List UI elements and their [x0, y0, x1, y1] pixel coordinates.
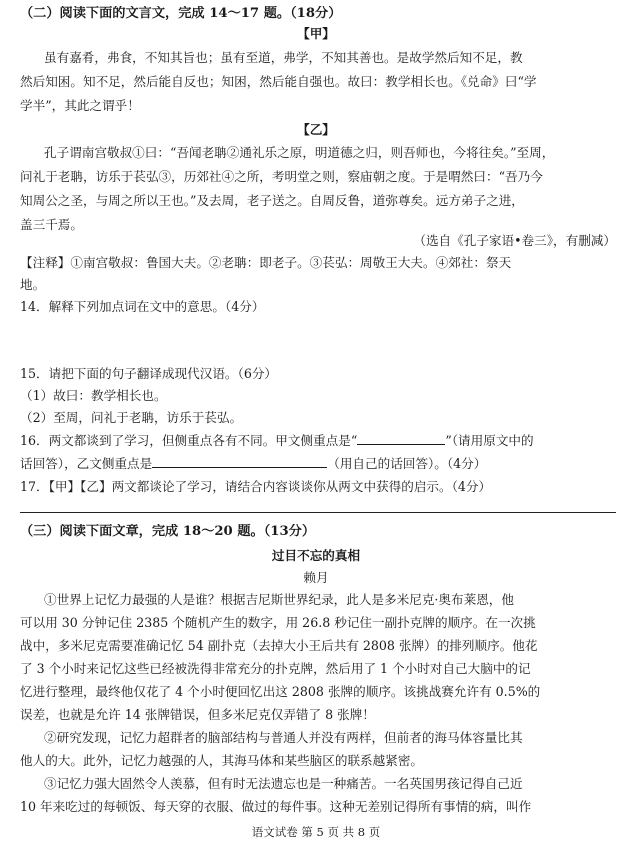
question-15-item: （2）至周，问礼于老聃，访乐于苌弘。: [20, 410, 243, 425]
passage-yi-line: 孔子谓南宫敬叔①曰：“吾闻老聃②通礼乐之原，明道德之归，则吾师也，今将往矣。”至周，: [44, 145, 555, 160]
q16-text: 16．两文都谈到了学习，但侧重点各有不同。甲文侧重点是“: [20, 433, 358, 448]
q16-text: （用自己的话回答）。（4分）: [327, 456, 487, 471]
section-heading-modern: （三）阅读下面文章，完成 18～20 题。（13分）: [20, 524, 316, 539]
passage-yi-line: 问礼于老聃，访乐于苌弘③，历郊社④之所，考明堂之则，察庙朝之度。于是喟然曰：“吾乃今: [20, 169, 543, 184]
page-footer: 语文试卷 第 5 页 共 8 页: [251, 825, 381, 839]
question-16-line: [20, 455, 616, 472]
notes-line: 【注释】①南宫敬叔：鲁国大夫。②老聃：即老子。③苌弘：周敬王大夫。④郊社：祭天: [20, 255, 512, 270]
article-line: 他人的大。此外，记忆力越强的人，其海马体和某些脑区的联系越紧密。: [20, 753, 423, 768]
passage-jia-line: 然后知困。知不足，然后能自反也；知困，然后能自强也。故曰：教学相长也。《兑命》曰“学: [20, 74, 537, 89]
q16-text: 话回答），乙文侧重点是: [20, 456, 153, 471]
passage-yi-line: 知周公之圣，与周之所以王也。”及去周，老子送之。自周反鲁，道弥尊矣。远方弟子之进，: [20, 193, 524, 208]
question-17: 17．【甲】【乙】两文都谈论了学习，请结合内容谈谈你从两文中获得的启示。（4分）: [20, 479, 492, 494]
answer-blank[interactable]: [152, 455, 327, 468]
article-author: 赖月: [303, 570, 329, 585]
section-heading-classical: （二）阅读下面的文言文，完成 14～17 题。（18分）: [20, 6, 342, 21]
passage-yi-line: 盖三千焉。: [20, 217, 83, 232]
passage-jia-line: 虽有嘉肴，弗食，不知其旨也；虽有至道，弗学，不知其善也。是故学然后知不足，教: [44, 50, 523, 65]
notes-line: 地。: [20, 277, 46, 292]
question-15-item: （1）故曰：教学相长也。: [20, 388, 167, 403]
article-line: 误差，也就是允许 14 张牌错误，但多米尼克仅弄错了 8 张牌！: [20, 707, 375, 722]
passage-jia-line: 学半”，其此之谓乎！: [20, 98, 140, 113]
question-16-line: [20, 432, 616, 449]
answer-blank[interactable]: [357, 432, 445, 445]
article-line: ②研究发现，记忆力超群者的脑部结构与普通人并没有两样，但前者的海马体容量比其: [44, 730, 523, 745]
article-line: 了 3 个小时来记忆这些已经被洗得非常充分的扑克牌，然后用了 1 个小时对自己大脑中的记: [20, 661, 531, 676]
question-14-stem: 14．解释下列加点词在文中的意思。（4分）: [20, 299, 265, 314]
question-15-stem: 15．请把下面的句子翻译成现代汉语。（6分）: [20, 366, 278, 381]
article-line: 忆进行整理，最终他仅花了 4 个小时便回忆出这 2808 张牌的顺序。该挑战赛允许有 0.5%的: [20, 684, 541, 699]
passage-jia-title: 【甲】: [297, 26, 335, 41]
article-line: 10 年来吃过的每顿饭、每天穿的衣服、做过的每件事。这种无差别记得所有事情的病，叫作: [20, 799, 532, 814]
article-line: 战中，多米尼克需要准确记忆 54 副扑克（去掉大小王后共有 2808 张牌）的排列顺序。他花: [20, 638, 538, 653]
passage-yi-title: 【乙】: [297, 122, 335, 137]
article-line: ③记忆力强大固然令人羡慕，但有时无法遗忘也是一种痛苦。一名英国男孩记得自己近: [44, 776, 523, 791]
article-line: 可以用 30 分钟记住 2385 个随机产生的数字，用 26.8 秒记住一副扑克牌的顺序。在一次挑: [20, 615, 536, 630]
article-line: ①世界上记忆力最强的人是谁？根据吉尼斯世界纪录，此人是多米尼克·奥布莱恩，他: [44, 592, 514, 607]
passage-source: （选自《孔子家语•卷三》，有删减）: [413, 233, 616, 248]
q16-text: ”（请用原文中的: [445, 433, 534, 448]
section-divider: [20, 512, 616, 513]
article-title: 过目不忘的真相: [271, 548, 361, 563]
